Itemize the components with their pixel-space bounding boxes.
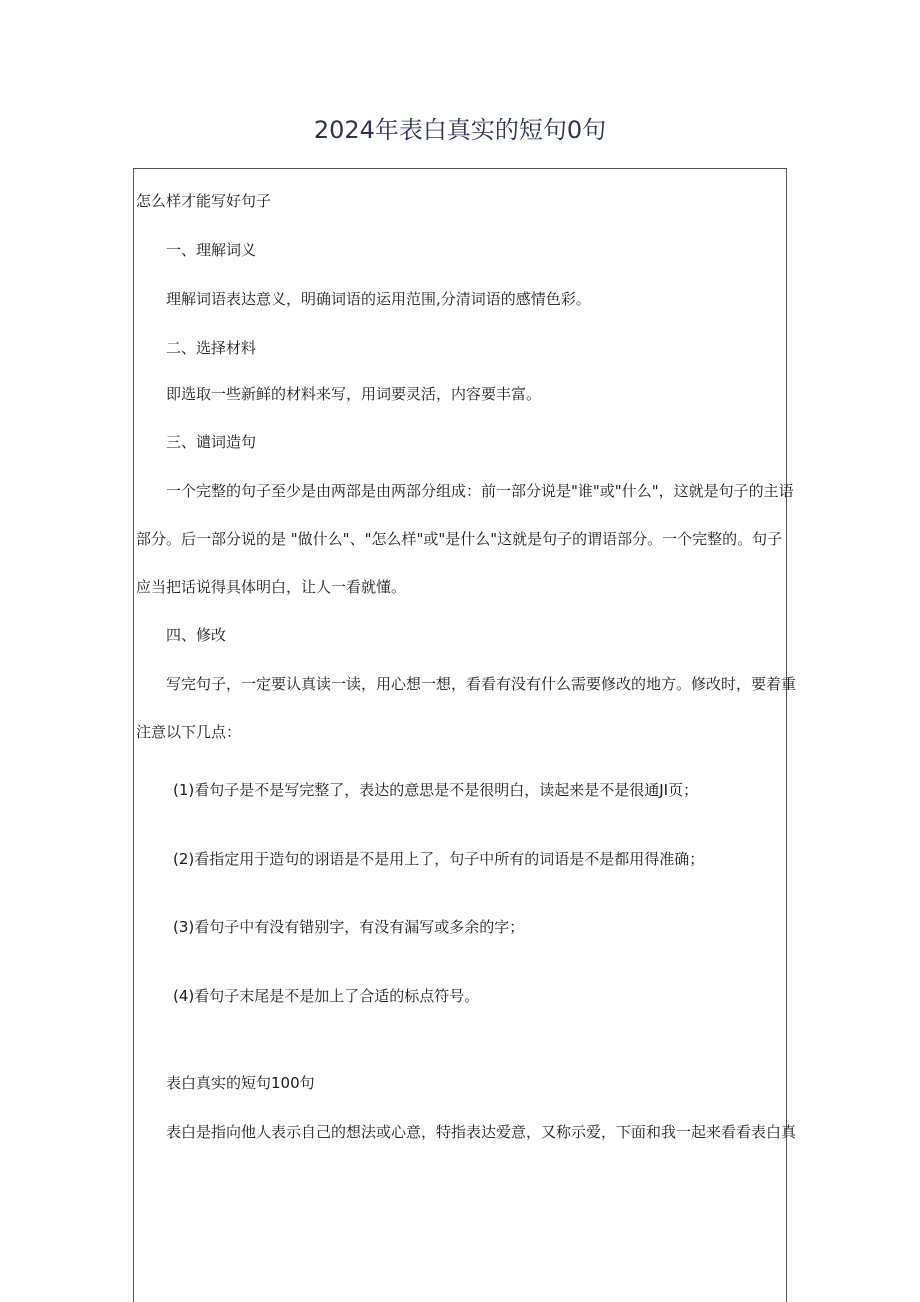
- paragraph-line: 注意以下几点：: [136, 723, 242, 741]
- sub-heading: 四、修改: [166, 626, 227, 644]
- paragraph-line: 写完句子，一定要认真读一读，用心想一想，看看有没有什么需要修改的地方。修改时，要着重: [166, 675, 797, 693]
- list-item: (2)看指定用于造句的诩语是不是用上了，句子中所有的词语是不是都用得准确；: [173, 850, 705, 868]
- paragraph-line: 部分。后一部分说的是 "做什么"、"怎么样"或"是什么"这就是句子的谓语部分。一个完整的。句子: [136, 530, 783, 548]
- section-heading: 表白真实的短句100句: [166, 1074, 315, 1092]
- list-item: (4)看句子末尾是不是加上了合适的标点符号。: [173, 987, 480, 1005]
- list-item: (1)看句子是不是写完整了，表达的意思是不是很明白，读起来是不是很通JI页；: [173, 781, 699, 799]
- list-item: (3)看句子中有没有错别字，有没有漏写或多余的字；: [173, 918, 525, 936]
- paragraph-line: 应当把话说得具体明白，让人一看就懂。: [136, 578, 407, 596]
- paragraph-line: 即选取一些新鲜的材料来写，用词要灵活，内容要丰富。: [166, 385, 542, 403]
- sub-heading: 三、谴词造句: [166, 433, 257, 451]
- page-title: 2024年表白真实的短句0句: [313, 116, 607, 144]
- sub-heading: 一、理解词义: [166, 241, 257, 259]
- paragraph-line: 一个完整的句子至少是由两部是由两部分组成：前一部分说是"谁"或"什么"，这就是句子的主语: [166, 482, 794, 500]
- paragraph-line: 表白是指向他人表示自己的想法或心意，特指表达爱意，又称示爱，下面和我一起来看看表白真: [166, 1123, 797, 1141]
- sub-heading: 二、选择材料: [166, 339, 257, 357]
- paragraph-line: 理解词语表达意义，明确词语的运用范围,分清词语的感情色彩。: [166, 290, 591, 308]
- section-heading: 怎么样才能写好句子: [136, 192, 272, 210]
